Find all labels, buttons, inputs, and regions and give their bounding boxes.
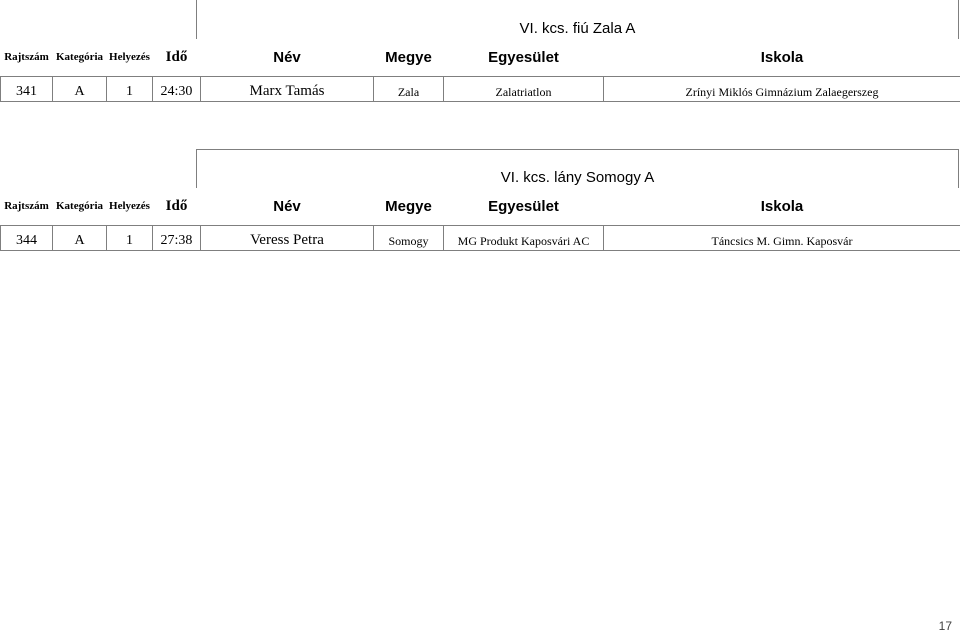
page-number: 17: [938, 619, 952, 633]
cell-egyesulet: Zalatriatlon: [444, 77, 604, 102]
header-rajtszam: Rajtszám: [4, 200, 49, 212]
cell-megye: Zala: [374, 77, 444, 102]
cell-egyesulet: MG Produkt Kaposvári AC: [444, 226, 604, 251]
header-helyezes: Helyezés: [109, 200, 150, 212]
header-iskola: Iskola: [760, 48, 804, 66]
header-row: [1, 187, 960, 226]
cell-rajtszam: 344: [1, 226, 53, 251]
header-egyesulet: Egyesület: [488, 48, 559, 66]
cell-iskola: Zrínyi Miklós Gimnázium Zalaegerszeg: [604, 77, 960, 102]
cell-kategoria: A: [53, 77, 107, 102]
header-row: [1, 38, 960, 77]
header-helyezes: Helyezés: [109, 51, 150, 63]
cell-iskola: Táncsics M. Gimn. Kaposvár: [604, 226, 960, 251]
header-kategoria: Kategória: [55, 51, 104, 63]
header-megye: Megye: [385, 197, 432, 215]
results-table: [0, 187, 960, 251]
table-row: [1, 77, 960, 102]
header-iskola: Iskola: [760, 197, 804, 215]
cell-helyezes: 1: [107, 77, 153, 102]
header-ido: Idő: [165, 197, 188, 214]
results-table: [0, 38, 960, 102]
header-kategoria: Kategória: [55, 200, 104, 212]
cell-kategoria: A: [53, 226, 107, 251]
cell-nev: Veress Petra: [201, 226, 374, 251]
header-megye: Megye: [385, 48, 432, 66]
cell-ido: 24:30: [153, 77, 201, 102]
table-row: [1, 226, 960, 251]
section-title: VI. kcs. lány Somogy A: [500, 169, 655, 186]
cell-rajtszam: 341: [1, 77, 53, 102]
cell-megye: Somogy: [374, 226, 444, 251]
cell-helyezes: 1: [107, 226, 153, 251]
header-rajtszam: Rajtszám: [4, 51, 49, 63]
section-title-box: [196, 0, 959, 39]
section-title: VI. kcs. fiú Zala A: [519, 20, 636, 37]
section-title-box: [196, 149, 959, 188]
header-nev: Név: [273, 48, 301, 66]
header-egyesulet: Egyesület: [488, 197, 559, 215]
header-nev: Név: [273, 197, 301, 215]
cell-nev: Marx Tamás: [201, 77, 374, 102]
header-ido: Idő: [165, 48, 188, 65]
cell-ido: 27:38: [153, 226, 201, 251]
